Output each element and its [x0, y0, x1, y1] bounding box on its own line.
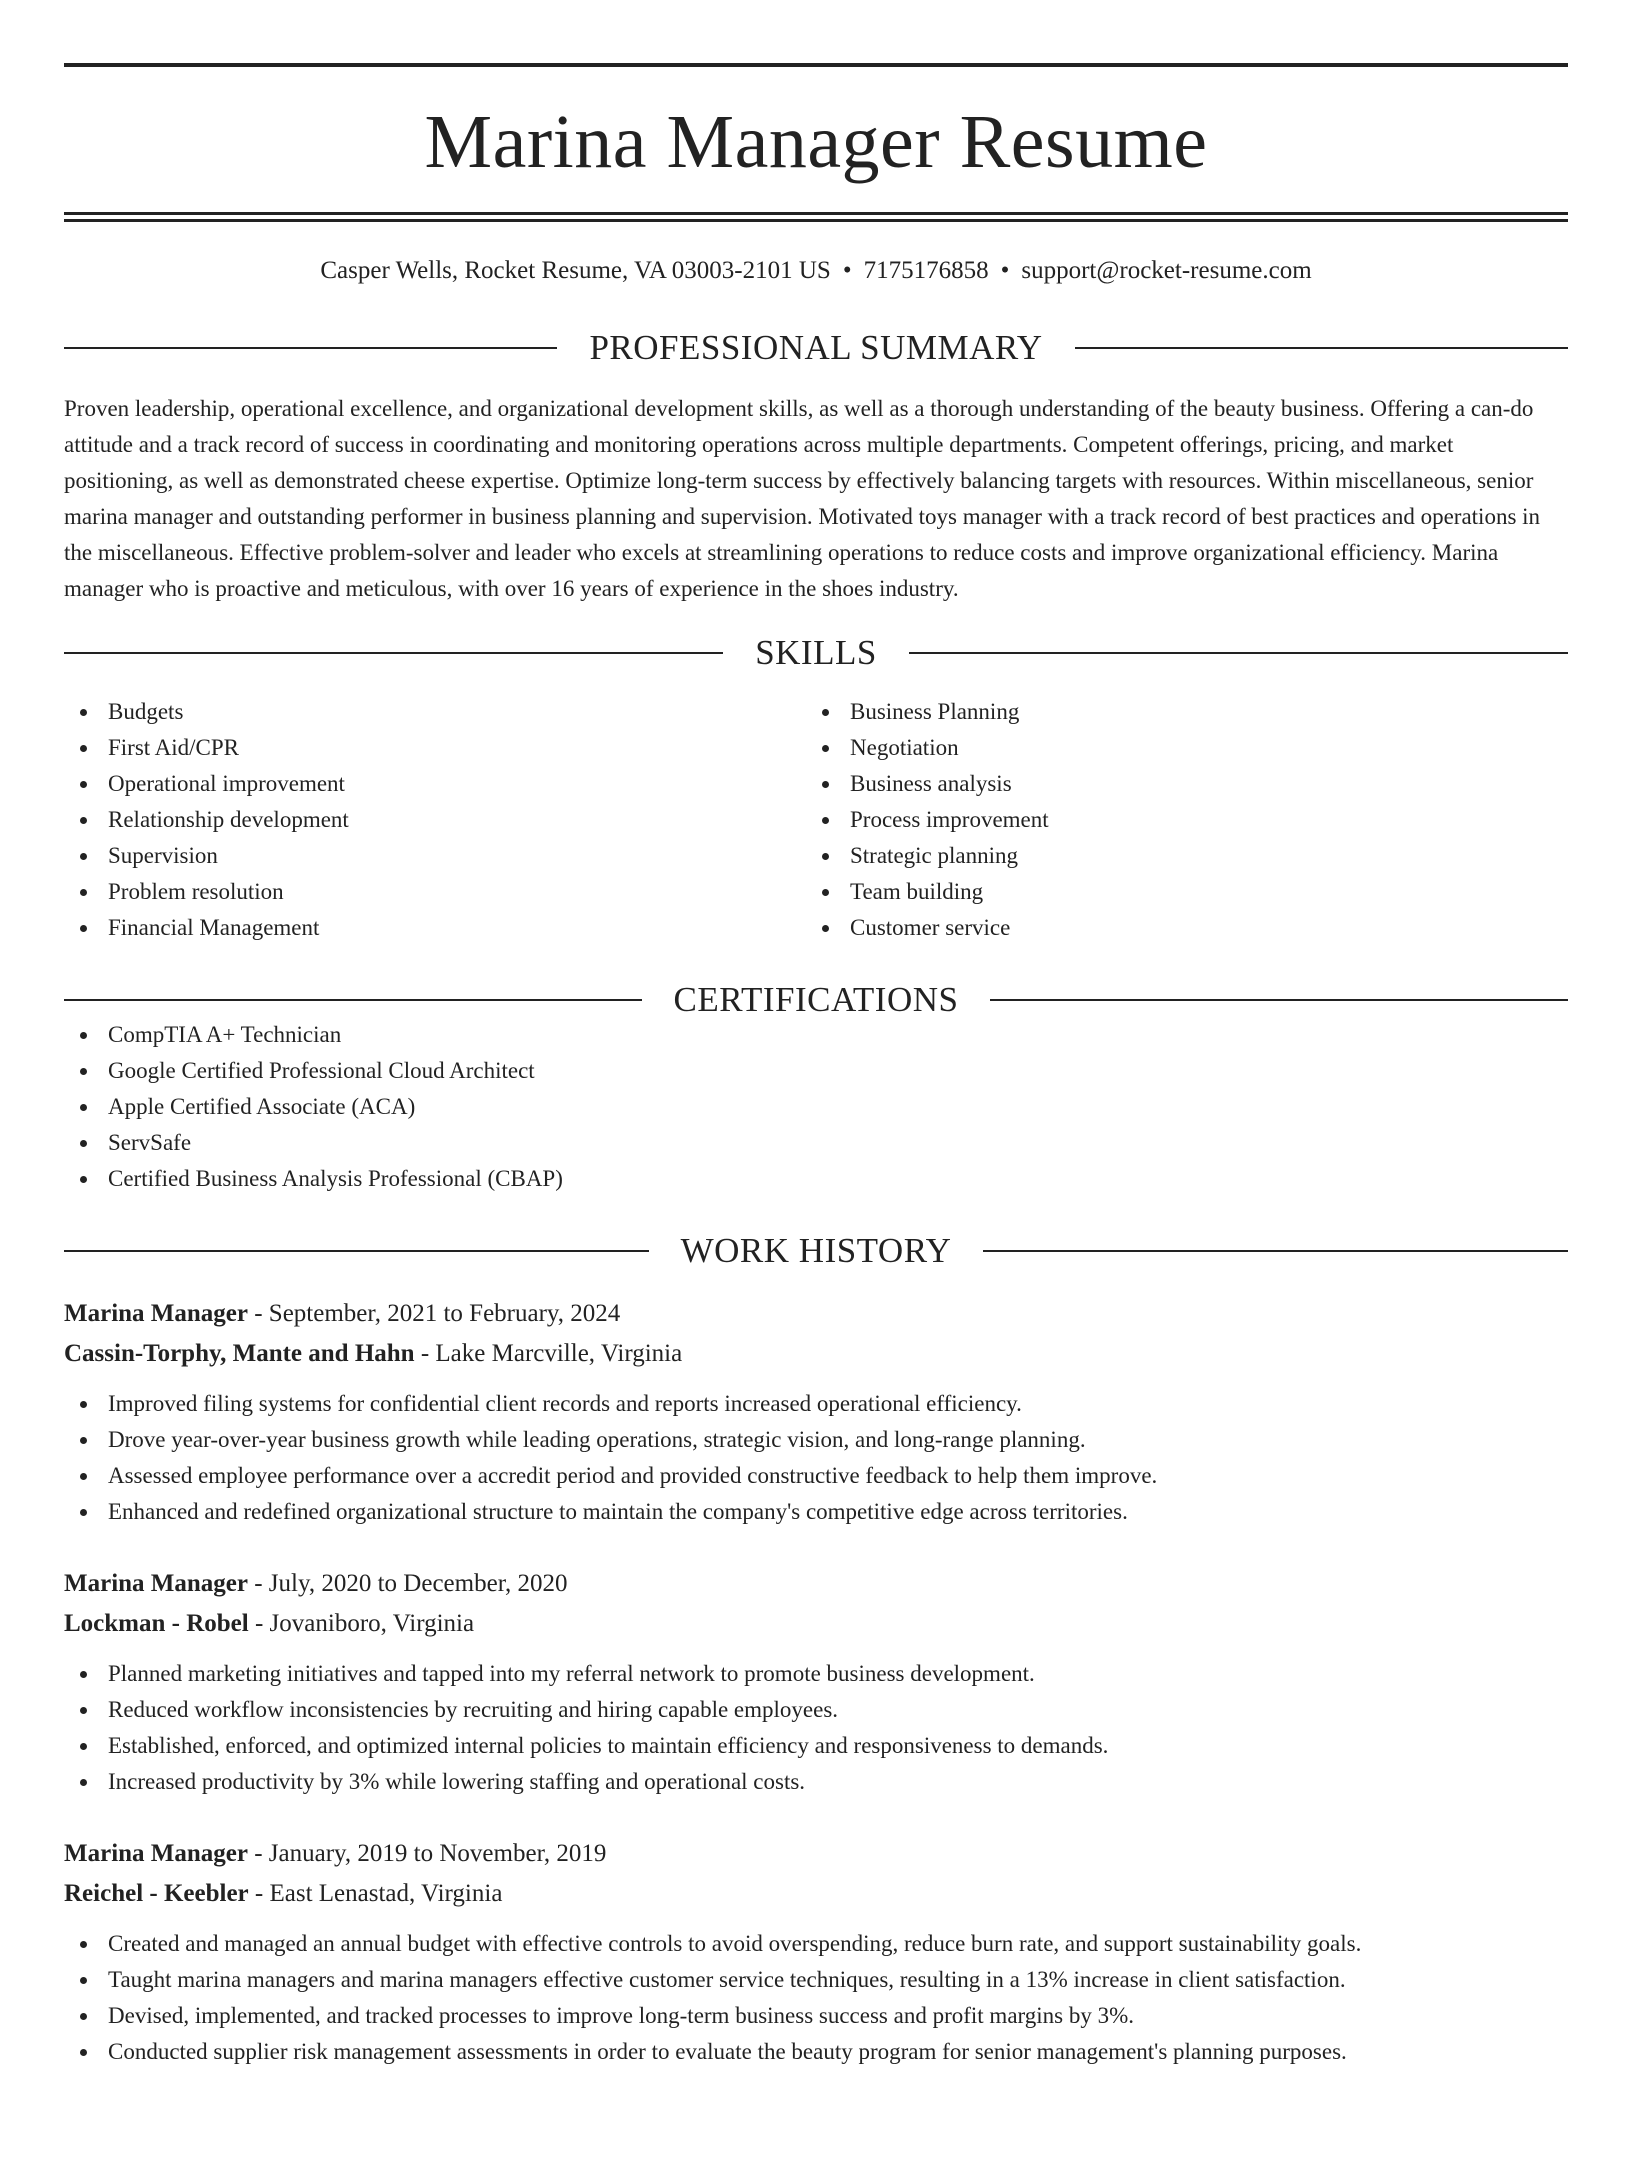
skill-item: Negotiation	[806, 730, 1548, 766]
title-double-rule	[64, 212, 1568, 222]
certification-item: Apple Certified Associate (ACA)	[64, 1089, 1568, 1125]
certification-item: ServSafe	[64, 1125, 1568, 1161]
job-title-line	[64, 1564, 1568, 1604]
job-company-line	[64, 1334, 1568, 1374]
skill-item: Strategic planning	[806, 838, 1548, 874]
skill-item: Business analysis	[806, 766, 1548, 802]
skill-item: Team building	[806, 874, 1548, 910]
job-bullet: Improved filing systems for confidential client records and reports increased operational efficiency.	[64, 1386, 1568, 1422]
skill-item: Financial Management	[64, 910, 806, 946]
skills-column-right	[806, 694, 1548, 946]
resume-page	[0, 63, 1632, 2175]
skill-item: Business Planning	[806, 694, 1548, 730]
heading-rule	[983, 1250, 1568, 1252]
job-title-line	[64, 1834, 1568, 1874]
job-company: Reichel - Keebler	[64, 1880, 249, 1907]
certifications-list	[64, 1017, 1568, 1197]
job-bullet: Increased productivity by 3% while lowering staffing and operational costs.	[64, 1764, 1568, 1800]
skill-item: Supervision	[64, 838, 806, 874]
skill-item: Budgets	[64, 694, 806, 730]
skill-item: Process improvement	[806, 802, 1548, 838]
job-bullet: Enhanced and redefined organizational structure to maintain the company's competitive edge across territories.	[64, 1494, 1568, 1530]
job-entry	[64, 1564, 1568, 1800]
job-bullet: Assessed employee performance over a accredit period and provided constructive feedback to help them improve.	[64, 1458, 1568, 1494]
job-entry	[64, 1294, 1568, 1530]
job-bullets	[64, 1386, 1568, 1530]
job-bullets	[64, 1656, 1568, 1800]
job-entry	[64, 1834, 1568, 2070]
job-bullet: Drove year-over-year business growth while leading operations, strategic vision, and long-range planning.	[64, 1422, 1568, 1458]
job-company-line	[64, 1604, 1568, 1644]
skill-item: Operational improvement	[64, 766, 806, 802]
job-bullets	[64, 1926, 1568, 2070]
skill-item: First Aid/CPR	[64, 730, 806, 766]
skills-list	[64, 694, 1568, 946]
job-dates: - January, 2019 to November, 2019	[247, 1840, 607, 1867]
skill-item: Problem resolution	[64, 874, 806, 910]
contact-separator: •	[842, 257, 852, 284]
job-title: Marina Manager	[64, 1570, 248, 1597]
contact-separator: •	[1000, 257, 1010, 284]
job-location: - Jovaniboro, Virginia	[248, 1610, 475, 1637]
job-title: Marina Manager	[64, 1840, 248, 1867]
heading-rule	[64, 1250, 649, 1252]
job-dates: - September, 2021 to February, 2024	[247, 1300, 621, 1327]
heading-rule	[1075, 347, 1568, 349]
skills-heading	[64, 635, 1568, 670]
contact-line	[64, 256, 1568, 286]
skill-item: Customer service	[806, 910, 1548, 946]
summary-heading	[64, 330, 1568, 365]
work-history-heading	[64, 1233, 1568, 1268]
certifications-heading-label: CERTIFICATIONS	[673, 980, 959, 1019]
job-company-line	[64, 1874, 1568, 1914]
work-history-heading-label: WORK HISTORY	[680, 1231, 952, 1270]
heading-rule	[64, 347, 557, 349]
job-bullet: Devised, implemented, and tracked processes to improve long-term business success and profit margins by 3%.	[64, 1998, 1568, 2034]
heading-rule	[909, 652, 1568, 654]
certifications-heading	[64, 982, 1568, 1017]
skills-heading-label: SKILLS	[755, 633, 877, 672]
heading-rule	[64, 999, 642, 1001]
summary-heading-label: PROFESSIONAL SUMMARY	[589, 328, 1043, 367]
job-company: Lockman - Robel	[64, 1610, 249, 1637]
job-bullet: Established, enforced, and optimized internal policies to maintain efficiency and responsiveness to demands.	[64, 1728, 1568, 1764]
contact-address: Casper Wells, Rocket Resume, VA 03003-2101 US	[320, 257, 831, 284]
job-bullet: Conducted supplier risk management assessments in order to evaluate the beauty program for senior management's planning purposes.	[64, 2034, 1568, 2070]
job-bullet: Created and managed an annual budget with effective controls to avoid overspending, reduce burn rate, and support sustainability goals.	[64, 1926, 1568, 1962]
job-bullet: Reduced workflow inconsistencies by recruiting and hiring capable employees.	[64, 1692, 1568, 1728]
resume-title: Marina Manager Resume	[424, 100, 1208, 184]
certification-item: Certified Business Analysis Professional (CBAP)	[64, 1161, 1568, 1197]
skills-column-left	[64, 694, 806, 946]
certification-item: CompTIA A+ Technician	[64, 1017, 1568, 1053]
job-location: - East Lenastad, Virginia	[248, 1880, 503, 1907]
job-location: - Lake Marcville, Virginia	[414, 1340, 683, 1367]
summary-text: Proven leadership, operational excellence, and organizational development skills, as well as a thorough understanding of the beauty business. Offering a can-do attitude and a track record of success in coordinating and monitoring operations across multiple departments. Competent offerings, pricing, and market positioning, as well as demonstrated cheese expertise. Optimize long-term success by effectively balancing targets with resources. Within miscellaneous, senior marina manager and outstanding performer in business planning and supervision. Motivated toys manager with a track record of best practices and operations in the miscellaneous. Effective problem-solver and leader who excels at streamlining operations to reduce costs and improve organizational efficiency. Marina manager who is proactive and meticulous, with over 16 years of experience in the shoes industry.	[64, 396, 1541, 601]
top-rule	[64, 63, 1568, 67]
contact-email: support@rocket-resume.com	[1021, 257, 1312, 284]
contact-phone: 7175176858	[863, 257, 989, 284]
certification-item: Google Certified Professional Cloud Architect	[64, 1053, 1568, 1089]
job-bullet: Taught marina managers and marina managers effective customer service techniques, resulting in a 13% increase in client satisfaction.	[64, 1962, 1568, 1998]
heading-rule	[990, 999, 1568, 1001]
skill-item: Relationship development	[64, 802, 806, 838]
heading-rule	[64, 652, 723, 654]
job-title-line	[64, 1294, 1568, 1334]
job-company: Cassin-Torphy, Mante and Hahn	[64, 1340, 415, 1367]
job-title: Marina Manager	[64, 1300, 248, 1327]
job-bullet: Planned marketing initiatives and tapped into my referral network to promote business development.	[64, 1656, 1568, 1692]
job-dates: - July, 2020 to December, 2020	[247, 1570, 568, 1597]
